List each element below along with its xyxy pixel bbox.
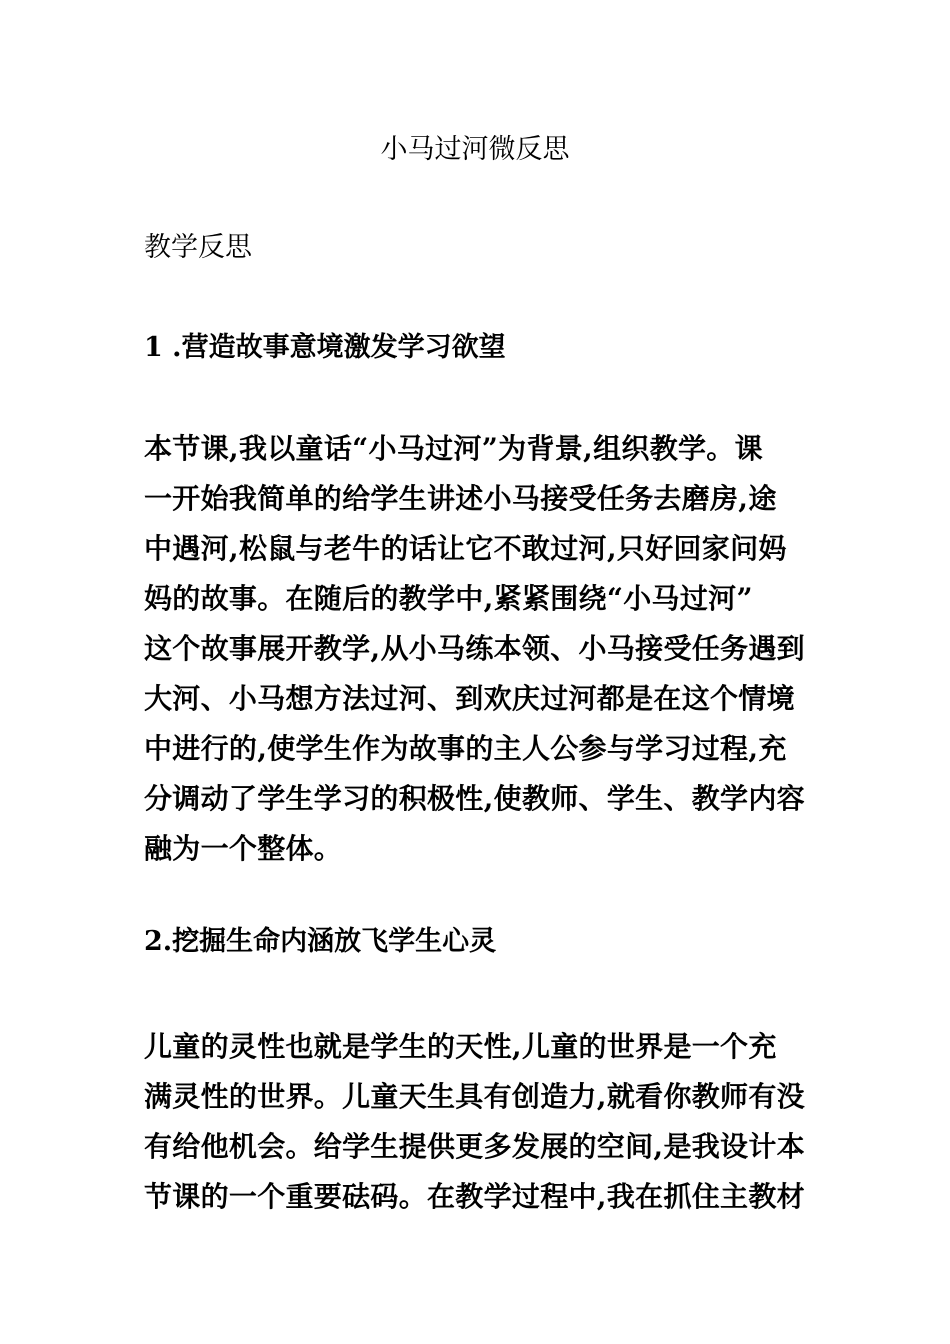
point-1-heading: 1 .营造故事意境激发学习欲望	[144, 332, 506, 363]
paragraph-line: 满灵性的世界。儿童天生具有创造力,就看你教师有没	[144, 1080, 805, 1113]
paragraph-line: 妈的故事。在随后的教学中,紧紧围绕“小马过河”	[144, 582, 753, 615]
paragraph-line: 分调动了学生学习的积极性,使教师、学生、教学内容	[144, 782, 805, 815]
paragraph-line: 这个故事展开教学,从小马练本领、小马接受任务遇到	[144, 632, 805, 665]
paragraph-line: 中进行的,使学生作为故事的主人公参与学习过程,充	[144, 732, 787, 765]
paragraph-line: 大河、小马想方法过河、到欢庆过河都是在这个情境	[144, 682, 795, 715]
paragraph-line: 儿童的灵性也就是学生的天性,儿童的世界是一个充	[144, 1030, 777, 1063]
paragraph-line: 有给他机会。给学生提供更多发展的空间,是我设计本	[144, 1130, 805, 1163]
point-2-heading: 2.挖掘生命内涵放飞学生心灵	[144, 926, 497, 957]
section-heading: 教学反思	[144, 232, 252, 263]
document-title: 小马过河微反思	[380, 134, 570, 165]
paragraph-line: 一开始我简单的给学生讲述小马接受任务去磨房,途	[144, 482, 777, 515]
paragraph-line: 中遇河,松鼠与老牛的话让它不敢过河,只好回家问妈	[144, 532, 787, 565]
point-1-paragraph	[144, 424, 814, 874]
point-2-paragraph	[144, 1022, 814, 1222]
paragraph-line: 本节课,我以童话“小马过河”为背景,组织教学。课	[144, 432, 763, 465]
paragraph-line: 融为一个整体。	[144, 832, 343, 865]
paragraph-line: 节课的一个重要砝码。在教学过程中,我在抓住主教材	[144, 1180, 805, 1213]
